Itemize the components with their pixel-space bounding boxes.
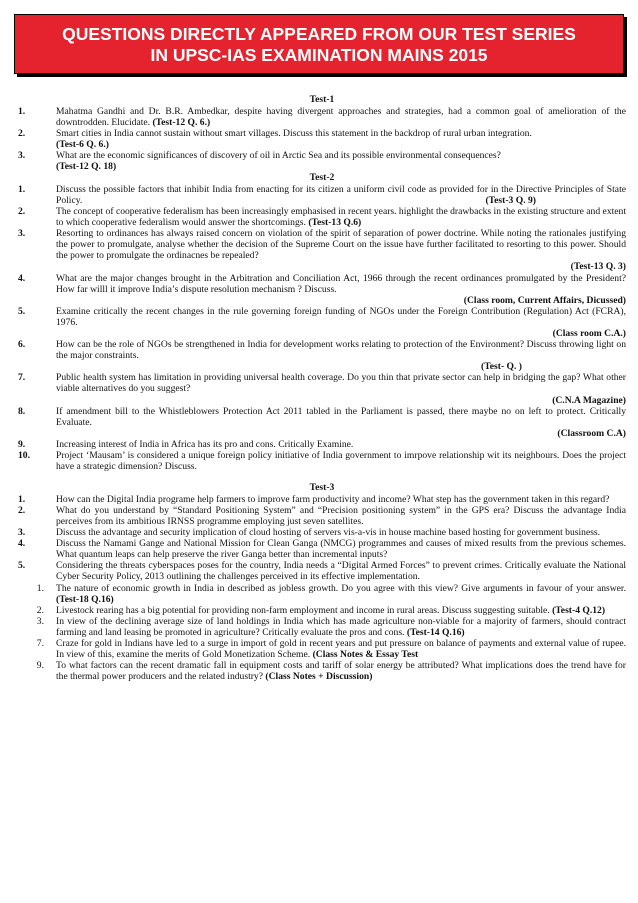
question-text: Increasing interest of India in Africa has its pro and cons. Critically Examine. xyxy=(56,438,354,450)
question-number: 7. xyxy=(18,372,26,384)
question-text: Discuss the advantage and security implication of cloud hosting of servers vis-a-vis in house machine based hosting for government business. xyxy=(56,527,601,539)
section-title-test-3: Test-3 xyxy=(309,482,335,494)
question-number: 10. xyxy=(18,450,30,461)
question-item xyxy=(18,560,626,582)
question-reference: (Test-12 Q. 6.) xyxy=(152,116,211,128)
question-reference: (Test- Q. ) xyxy=(481,361,522,373)
question-item xyxy=(18,150,626,172)
question-number: 5. xyxy=(18,305,26,317)
question-reference: (Test-6 Q. 6.) xyxy=(56,138,109,150)
question-number: 4. xyxy=(18,538,26,550)
question-number: 2. xyxy=(18,127,26,139)
question-item xyxy=(18,228,626,261)
question-item xyxy=(18,439,626,450)
question-number: 3. xyxy=(18,228,26,240)
question-text: Public health system has limitation in providing universal health coverage. Do you thin that private sector can help in bridging the gap? What other viable alternatives do you suggest? xyxy=(56,372,626,395)
question-number: 9. xyxy=(18,438,26,450)
question-reference: (Class room C.A.) xyxy=(552,327,626,339)
question-text: To what factors can the recent dramatic fall in equipment costs and tariff of solar energy be attributed? What implications does the trend have for the thermal power producers and the related industry? (Class Notes + Discussion) xyxy=(56,660,626,683)
question-number: 2. xyxy=(36,604,44,616)
question-reference: (Class Notes + Discussion) xyxy=(265,671,373,683)
banner-title-line2: IN UPSC-IAS EXAMINATION MAINS 2015 xyxy=(150,45,488,65)
banner-title-line1: QUESTIONS DIRECTLY APPEARED FROM OUR TEST SERIES xyxy=(62,24,576,44)
question-item xyxy=(18,450,626,472)
question-number: 6. xyxy=(18,339,26,351)
question-number: 4. xyxy=(18,272,26,284)
question-text: Craze for gold in Indians have led to a surge in import of gold in recent years and put pressure on balance of payments and external value of rupee. In view of this, examine the merits of Gold Monetization Scheme. (Class Notes & Essay Test xyxy=(56,638,626,661)
question-reference: (Test-13 Q.6) xyxy=(308,217,362,229)
header-banner xyxy=(14,14,624,74)
question-item xyxy=(18,494,626,505)
question-number: 9. xyxy=(36,660,44,672)
question-reference: (Test-4 Q.12) xyxy=(552,604,606,616)
question-text: Livestock rearing has a big potential for providing non-farm employment and income in rural areas. Discuss suggesting suitable. (Test-4 Q.12) xyxy=(56,604,606,616)
question-item xyxy=(18,184,626,206)
question-list xyxy=(18,94,626,682)
question-text: What are the economic significances of discovery of oil in Arctic Sea and its possible environmental consequences? (Test-12 Q. 18) xyxy=(56,149,501,173)
question-reference: (Classroom C.A) xyxy=(557,427,626,439)
question-text: What do you understand by “Standard Positioning System” and “Precision positioning system” in the GPS era? Discuss the advantage India perceives from its ambitious IRNSS programme employing just seven satellites. xyxy=(56,504,626,527)
question-number: 5. xyxy=(18,560,26,572)
question-text: Mahatma Gandhi and Dr. B.R. Ambedkar, despite having divergent approaches and strategies, had a common goal of amelioration of the downtrodden. Elucidate. (Test-12 Q. 6.) xyxy=(56,105,626,128)
question-number: 2. xyxy=(18,205,26,217)
question-reference: (Test-18 Q.16) xyxy=(56,593,114,605)
question-reference: (Test-12 Q. 18) xyxy=(56,161,117,173)
section-title-test-1: Test-1 xyxy=(309,94,335,105)
question-item xyxy=(18,505,626,527)
question-text: The nature of economic growth in India in described as jobless growth. Do you agree with this view? Give arguments in favour of your answer. (Test-18 Q.16) xyxy=(56,582,626,605)
question-number: 1. xyxy=(18,183,26,195)
question-reference: (Class Notes & Essay Test xyxy=(312,649,419,661)
question-item xyxy=(18,538,626,560)
question-item xyxy=(18,605,626,616)
question-item xyxy=(18,372,626,394)
question-reference: (Test-3 Q. 9) xyxy=(485,194,536,206)
question-text: Examine critically the recent changes in the rule governing foreign funding of NGOs under the Foreign Contribution (Regulation) Act (FCRA), 1976. xyxy=(56,305,626,328)
question-number: 3. xyxy=(18,149,26,161)
question-number: 3. xyxy=(36,615,44,627)
question-item xyxy=(18,616,626,638)
question-number: 1. xyxy=(18,105,26,117)
question-item xyxy=(18,638,626,660)
question-item xyxy=(18,273,626,295)
question-item xyxy=(18,339,626,361)
question-number: 1. xyxy=(18,493,26,505)
question-item xyxy=(18,527,626,538)
question-item xyxy=(18,660,626,682)
question-text: What are the major changes brought in the Arbitration and Conciliation Act, 1966 through the recent ordinances promulgated by the President? How far willl it improve India’s dispute resolution mechanism ? Discuss. xyxy=(56,272,626,295)
question-number: 8. xyxy=(18,405,26,417)
question-number: 2. xyxy=(18,504,26,516)
question-reference: (Test-13 Q. 3) xyxy=(570,261,626,273)
section-title-test-2: Test-2 xyxy=(309,172,335,184)
question-item xyxy=(18,583,626,605)
question-item xyxy=(18,206,626,228)
question-text: How can be the role of NGOs be strengthened in India for development works relating to protection of the Environment? Discuss throwing light on the major constraints. xyxy=(56,339,626,362)
question-number: 7. xyxy=(36,638,44,649)
question-text: If amendment bill to the Whistleblowers Protection Act 2011 tabled in the Parliament is passed, there maybe no on left to protect. Critically Evaluate. xyxy=(56,405,626,428)
question-text: Discuss the Namami Gange and National Mission for Clean Ganga (NMCG) programmes and causes of mixed results from the previous schemes. What quantum leaps can help preserve the river Ganga better than incremental inputs? xyxy=(56,538,626,561)
question-text: Project ‘Mausam’ is considered a unique foreign policy initiative of India government to imrpove relationship wit its neighbours. Does the project have a strategic dimension? Discuss. xyxy=(56,450,626,473)
question-item xyxy=(18,406,626,428)
question-text: Resorting to ordinances has always raised concern on violation of the spirit of separation of power doctrine. While noting the rationales justifying the power to promulgate, analyse whether the decision of the Supreme Court on the issue have further facilitated to resorting to this power. Should the power to promulgate the ordinacnes be repealed? xyxy=(56,228,626,262)
question-item xyxy=(18,306,626,328)
question-number: 3. xyxy=(18,527,26,539)
question-text: The concept of cooperative federalism has been increasingly emphasised in recent years. highlight the drawbacks in the existing structure and extent to which cooperative federalism would answer the shortcomings. (Test-13 Q.6) xyxy=(56,205,626,229)
question-reference: (C.N.A Magazine) xyxy=(552,394,626,406)
question-text: In view of the declining average size of land holdings in India which has made agriculture non-viable for a majority of farmers, should contract farming and land leasing be promoted in agriculture? Critically evaluate the pros and cons. (Test-14 Q.16) xyxy=(56,615,626,638)
question-item xyxy=(18,128,626,150)
question-reference: (Test-14 Q.16) xyxy=(406,626,465,638)
question-reference: (Class room, Current Affairs, Dicussed) xyxy=(463,294,626,306)
question-text: Considering the threats cyberspaces poses for the country, India needs a “Digital Armed Forces” to prevent crimes. Critically evaluate the National Cyber Security Policy, 2013 outlining the challenges perceived in its effective implementation. xyxy=(56,560,626,583)
question-number: 1. xyxy=(36,582,44,594)
question-text: Discuss the possible factors that inhibit India from enacting for its citizen a uniform civil code as provided for in the Directive Principles of State Policy. (Test-3 Q. 9) xyxy=(56,183,626,206)
question-text: How can the Digital India programe help farmers to improve farm productivity and income? What step has the government taken in this regard? xyxy=(56,493,610,505)
question-item xyxy=(18,106,626,128)
question-text: Smart cities in India cannot sustain without smart villages. Discuss this statement in the backdrop of rural urban integration. (Test-6 Q. 6.) xyxy=(56,127,532,150)
